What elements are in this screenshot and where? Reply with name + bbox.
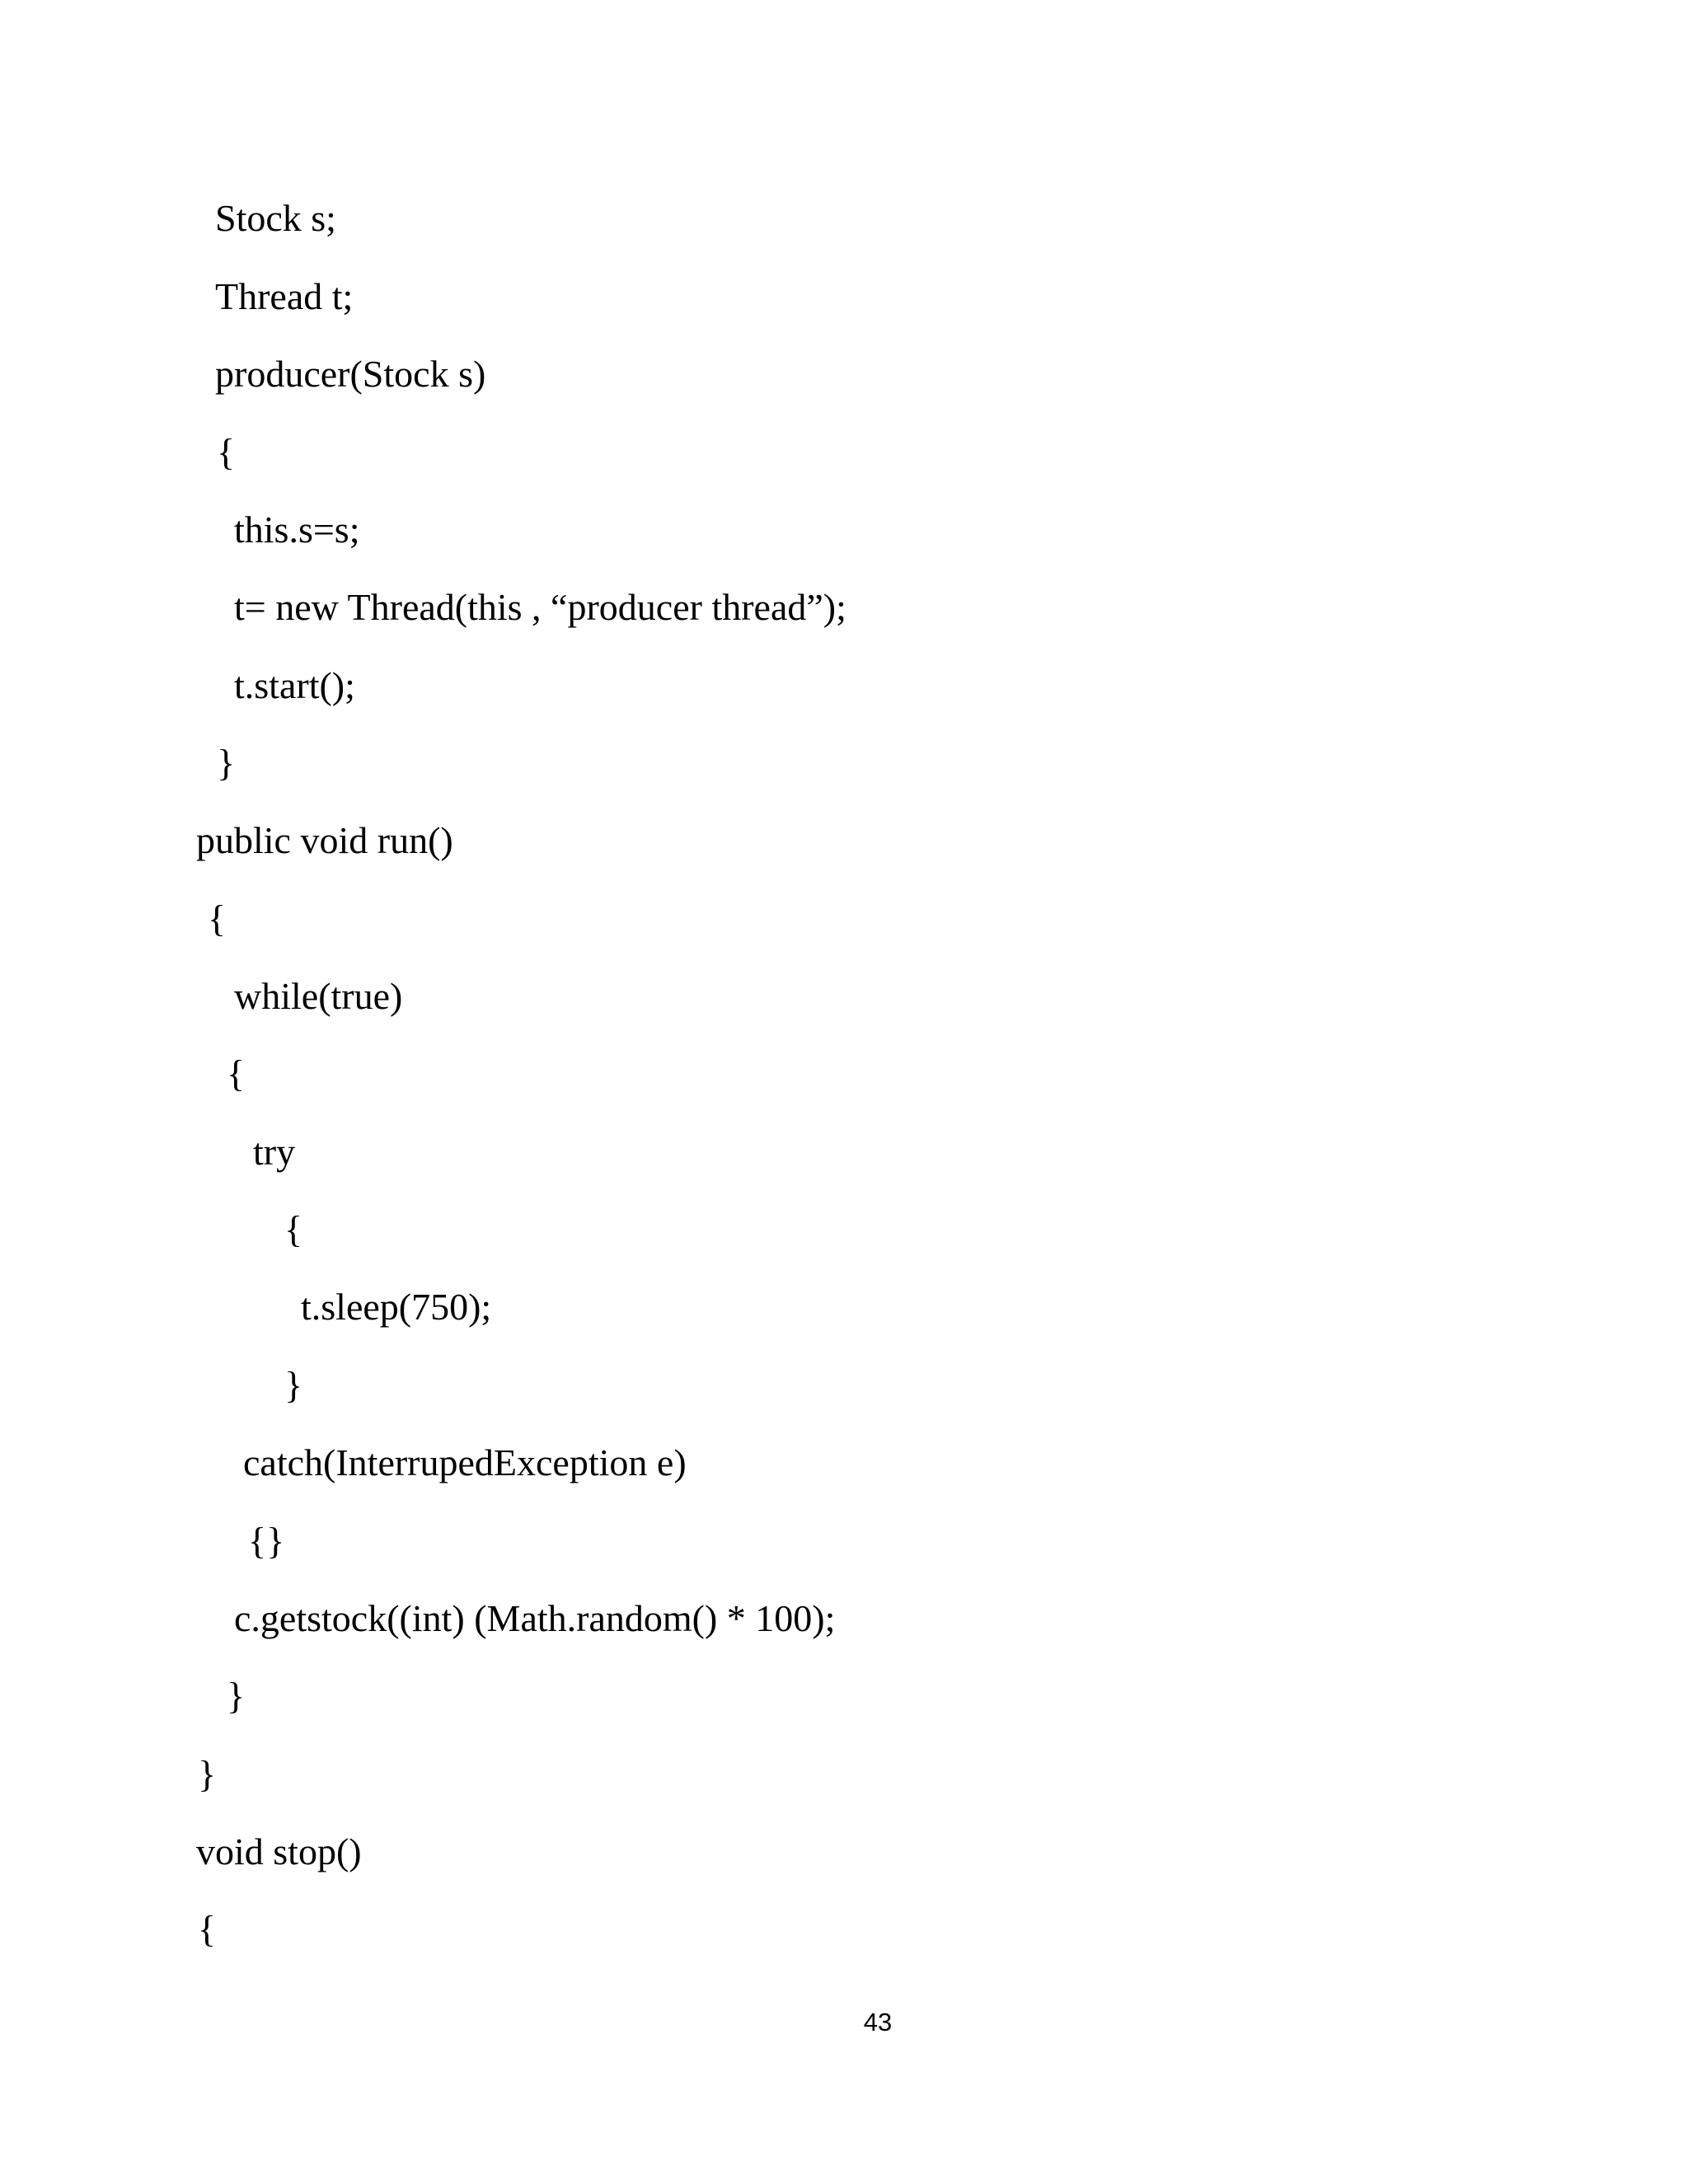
code-line: { <box>208 898 227 940</box>
code-line: producer(Stock s) <box>215 353 486 395</box>
code-line: } <box>198 1753 217 1795</box>
code-line: void stop() <box>196 1830 362 1872</box>
code-line: while(true) <box>234 975 403 1017</box>
code-line: t= new Thread(this , “producer thread”); <box>234 586 846 628</box>
code-line: t.sleep(750); <box>301 1286 492 1328</box>
code-line: {} <box>248 1520 285 1562</box>
code-line: } <box>227 1675 246 1717</box>
code-line: Stock s; <box>215 197 336 239</box>
code-line: try <box>253 1131 296 1173</box>
page-number: 43 <box>863 2008 893 2036</box>
code-line: { <box>217 431 236 473</box>
code-line: public void run() <box>196 819 453 861</box>
code-line: this.s=s; <box>234 509 360 551</box>
code-line: { <box>227 1052 246 1094</box>
code-line: } <box>217 742 236 784</box>
code-line: catch(InterrupedException e) <box>243 1441 687 1483</box>
code-line: Thread t; <box>215 275 354 317</box>
code-line: t.start(); <box>234 664 355 706</box>
code-line: c.getstock((int) (Math.random() * 100); <box>234 1597 836 1639</box>
code-line: { <box>284 1208 303 1250</box>
code-line: { <box>198 1908 217 1950</box>
code-line: } <box>284 1364 303 1406</box>
